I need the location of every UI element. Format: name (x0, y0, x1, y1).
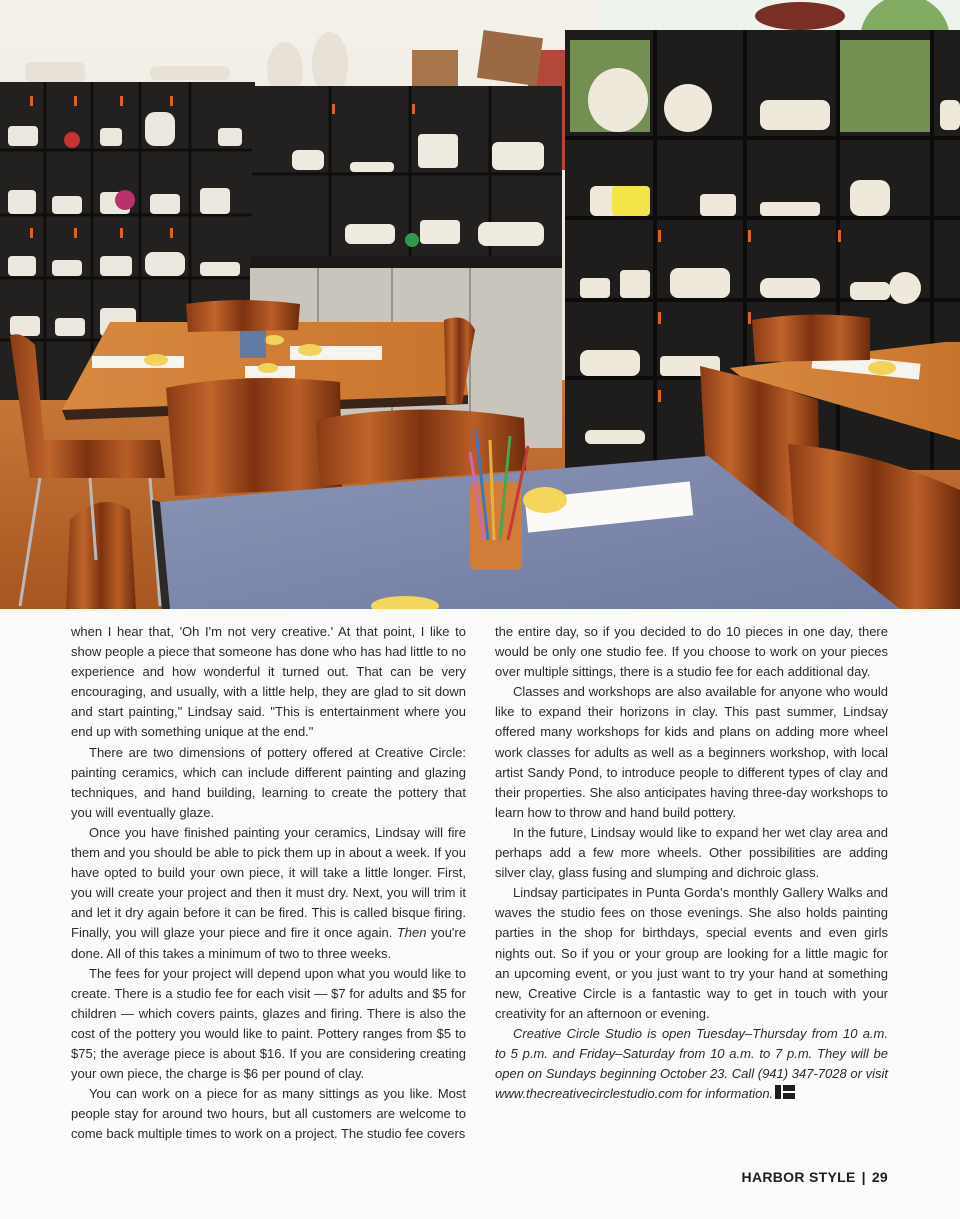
magazine-name: HARBOR STYLE (741, 1169, 856, 1185)
article-photo (0, 0, 960, 609)
footer-separator: | (861, 1169, 866, 1185)
studio-hours-paragraph (495, 1024, 888, 1104)
emphasis-then: Then (396, 925, 427, 941)
article-column-right (495, 622, 888, 1104)
article-column-left (71, 622, 466, 1144)
article-paragraph-tail: you're done. All of this takes a minimum of two to three weeks. (71, 925, 466, 961)
page-footer (742, 1169, 888, 1185)
studio-hours-text: Creative Circle Studio is open Tuesday–Thursday from 10 a.m. to 5 p.m. and Friday–Saturday from 10 a.m. to 7 p.m. They will be open on Sundays beginning October 23. Call (941) 347-7028 or visit www.thecreativecirclestudio.com for information. (495, 1025, 888, 1102)
article-paragraph-text: Once you have finished painting your ceramics, Lindsay will fire them and you should be able to pick them up in about a week. If you have opted to build your own piece, it will take a little longer. First, you will create your project and then it must dry. Next, you will trim it and let it dry again before it can be fired. This is called bisque firing. Finally, you will glaze your piece and fire it once again. (71, 824, 466, 941)
article-paragraph: The fees for your project will depend upon what you would like to create. There is a studio fee for each visit — $7 for adults and $5 for children — which covers paints, glazes and firing. There is also the cost of the pottery you would like to paint. Pottery ranges from $5 to $75; the average piece is about $16. If you are considering creating your own piece, the charge is $6 per pound of clay. (71, 965, 466, 1082)
page-number: 29 (871, 1169, 888, 1185)
article-paragraph: In the future, Lindsay would like to expand her wet clay area and perhaps add a few more wheels. Other possibilities are adding silver clay, glass fusing and slumping and dichroic glass. (495, 824, 888, 881)
end-of-article-icon (775, 1085, 795, 1099)
article-paragraph: There are two dimensions of pottery offered at Creative Circle: painting ceramics, which can include different painting and glazing techniques, and hand building, learning to create the pottery that you will eventually glaze. (71, 744, 466, 820)
article-paragraph: Lindsay participates in Punta Gorda's monthly Gallery Walks and waves the studio fees on those evenings. She also holds painting parties in the shop for birthdays, special events and even girls nights out. So if you or your group are looking for a little magic for an upcoming event, or you just want to try your hand at something new, Creative Circle is a fantastic way to get in touch with your creativity for an afternoon or evening. (495, 885, 888, 1021)
article-paragraph: You can work on a piece for as many sittings as you like. Most people stay for around two hours, but all customers are welcome to come back multiple times to work on a project. The studio fee covers (71, 1086, 466, 1142)
article-paragraph-firing (71, 823, 466, 964)
article-paragraph: Classes and workshops are also available for anyone who would like to expand their horizons in clay. This past summer, Lindsay offered many workshops for kids and plans on adding more wheel work classes for adults as well as a beginners workshop, with local artist Sandy Pond, to introduce people to different types of clay and their properties. She also anticipates having three-day workshops to learn how to throw and hand build pottery. (495, 684, 888, 820)
article-paragraph: when I hear that, 'Oh I'm not very creative.' At that point, I like to show people a piece that someone has done who has had little to no experience and how wonderful it turned out. That can be very encouraging, and usually, with a little help, they are glad to sit down and start painting," Lindsay said. "This is entertainment where you end up with something unique at the end." (71, 624, 466, 740)
article-paragraph: the entire day, so if you decided to do 10 pieces in one day, there would be only one studio fee. If you choose to work on your pieces over multiple sittings, there is a studio fee for each additional day. (495, 624, 888, 680)
